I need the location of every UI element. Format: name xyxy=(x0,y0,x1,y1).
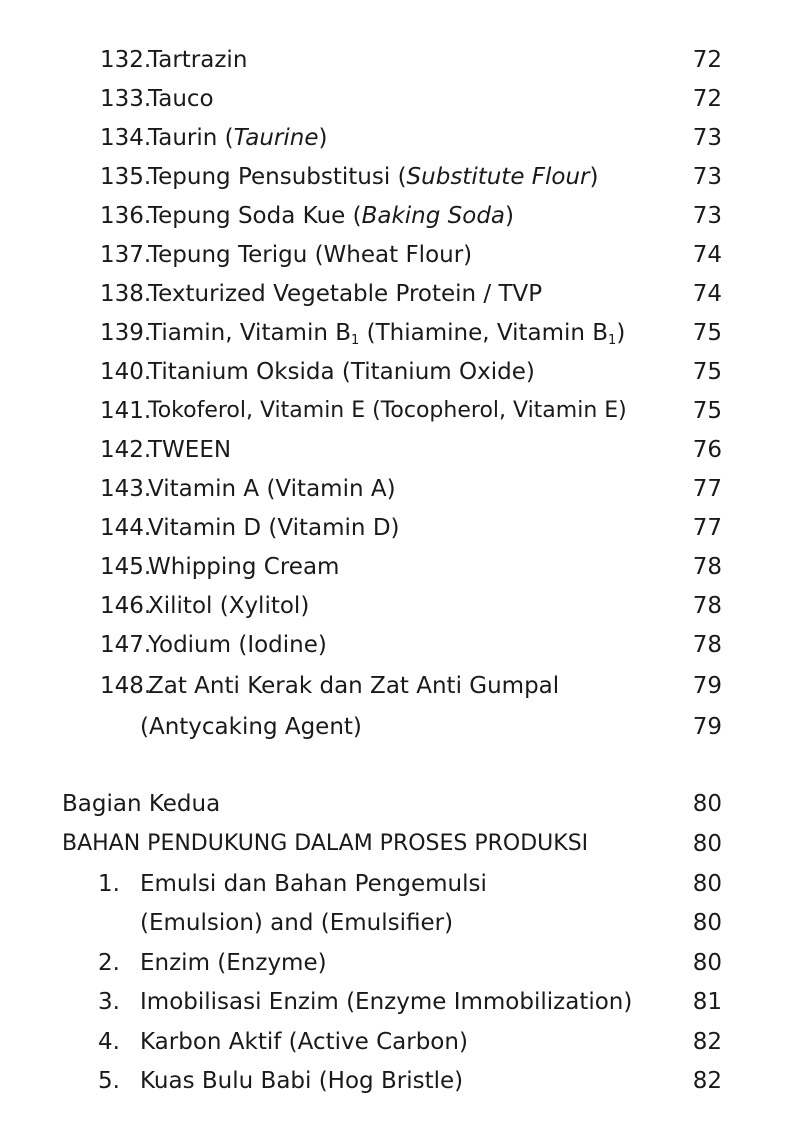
entry-page: 82 xyxy=(692,1068,722,1094)
title-text: (Thiamine, Vitamin B xyxy=(359,320,609,346)
entry-number: 143. xyxy=(100,476,152,502)
title-italic: Baking Soda xyxy=(361,203,506,229)
section-subheading xyxy=(0,826,800,862)
entry-number: 132. xyxy=(100,47,152,73)
entry-title: Emulsi dan Bahan Pengemulsi xyxy=(140,871,487,897)
toc-entry-146 xyxy=(0,588,800,624)
subscript: 1 xyxy=(608,333,617,348)
entry-number: 146. xyxy=(100,593,152,619)
entry-page: 80 xyxy=(692,791,722,817)
entry-title xyxy=(148,315,625,351)
section-title: Bagian Kedua xyxy=(62,791,221,817)
entry-page: 72 xyxy=(692,47,722,73)
toc-entry-143 xyxy=(0,471,800,507)
title-close: ) xyxy=(318,125,328,151)
entry-page: 80 xyxy=(692,910,722,936)
entry-number: 142. xyxy=(100,437,152,463)
toc-entry-144 xyxy=(0,510,800,546)
entry-page: 72 xyxy=(692,86,722,112)
entry-number: 133. xyxy=(100,86,152,112)
toc-entry-141 xyxy=(0,393,800,429)
toc-entry-139 xyxy=(0,315,800,351)
entry-title: Tauco xyxy=(148,86,214,112)
entry-page: 81 xyxy=(692,989,722,1015)
toc-entry-3 xyxy=(0,984,800,1020)
entry-number: 137. xyxy=(100,242,152,268)
entry-title: Titanium Oksida (Titanium Oxide) xyxy=(148,359,535,385)
entry-number: 147. xyxy=(100,632,152,658)
entry-page: 75 xyxy=(692,359,722,385)
entry-title: (Antycaking Agent) xyxy=(140,714,362,740)
title-close: ) xyxy=(589,164,599,190)
entry-number: 148. xyxy=(100,673,152,699)
entry-number: 4. xyxy=(98,1029,120,1055)
entry-page: 80 xyxy=(692,871,722,897)
entry-number: 134. xyxy=(100,125,152,151)
toc-entry-2 xyxy=(0,945,800,981)
toc-entry-133 xyxy=(0,81,800,117)
toc-entry-145 xyxy=(0,549,800,585)
entry-title: Enzim (Enzyme) xyxy=(140,950,327,976)
toc-entry-148-continued xyxy=(0,709,800,745)
subscript: 1 xyxy=(351,333,360,348)
title-close: ) xyxy=(505,203,515,229)
entry-page: 75 xyxy=(692,398,722,424)
entry-number: 136. xyxy=(100,203,152,229)
entry-title: Yodium (Iodine) xyxy=(148,632,327,658)
toc-entry-147 xyxy=(0,627,800,663)
toc-entry-132 xyxy=(0,42,800,78)
entry-title: Vitamin A (Vitamin A) xyxy=(148,476,396,502)
entry-page: 79 xyxy=(692,673,722,699)
entry-number: 139. xyxy=(100,320,152,346)
entry-number: 2. xyxy=(98,950,120,976)
toc-entry-134 xyxy=(0,120,800,156)
toc-entry-1-continued xyxy=(0,905,800,941)
entry-number: 3. xyxy=(98,989,120,1015)
entry-title: Tepung Terigu (Wheat Flour) xyxy=(148,242,473,268)
toc-entry-136 xyxy=(0,198,800,234)
entry-number: 135. xyxy=(100,164,152,190)
toc-entry-5 xyxy=(0,1063,800,1099)
title-text: Tepung Pensubstitusi ( xyxy=(148,164,407,190)
entry-number: 144. xyxy=(100,515,152,541)
entry-page: 73 xyxy=(692,203,722,229)
entry-page: 75 xyxy=(692,320,722,346)
entry-title xyxy=(148,120,328,156)
entry-page: 78 xyxy=(692,593,722,619)
entry-title: Zat Anti Kerak dan Zat Anti Gumpal xyxy=(148,673,560,699)
entry-title: Imobilisasi Enzim (Enzyme Immobilization) xyxy=(140,989,633,1015)
entry-page: 77 xyxy=(692,476,722,502)
toc-entry-1 xyxy=(0,866,800,902)
title-italic: Taurine xyxy=(233,125,319,151)
section-subtitle: BAHAN PENDUKUNG DALAM PROSES PRODUKSI xyxy=(62,831,589,856)
entry-page: 76 xyxy=(692,437,722,463)
entry-page: 73 xyxy=(692,164,722,190)
entry-title: Xilitol (Xylitol) xyxy=(148,593,310,619)
entry-title: Kuas Bulu Babi (Hog Bristle) xyxy=(140,1068,464,1094)
toc-entry-137 xyxy=(0,237,800,273)
entry-page: 74 xyxy=(692,242,722,268)
title-close: ) xyxy=(616,320,626,346)
entry-page: 73 xyxy=(692,125,722,151)
title-text: Tiamin, Vitamin B xyxy=(148,320,352,346)
entry-title xyxy=(148,198,514,234)
entry-page: 80 xyxy=(692,831,722,857)
entry-number: 138. xyxy=(100,281,152,307)
entry-page: 79 xyxy=(692,714,722,740)
title-italic: Substitute Flour xyxy=(406,164,590,190)
entry-page: 80 xyxy=(692,950,722,976)
entry-page: 78 xyxy=(692,554,722,580)
entry-title: (Emulsion) and (Emulsifier) xyxy=(140,910,454,936)
entry-title: Whipping Cream xyxy=(148,554,340,580)
section-heading xyxy=(0,786,800,822)
entry-title: Tartrazin xyxy=(148,47,248,73)
toc-entry-135 xyxy=(0,159,800,195)
entry-title: Tokoferol, Vitamin E (Tocopherol, Vitamin E) xyxy=(148,398,627,423)
toc-entry-138 xyxy=(0,276,800,312)
entry-number: 141. xyxy=(100,398,152,424)
title-text: Taurin ( xyxy=(148,125,234,151)
toc-entry-142 xyxy=(0,432,800,468)
entry-page: 82 xyxy=(692,1029,722,1055)
toc-entry-148 xyxy=(0,668,800,704)
entry-page: 77 xyxy=(692,515,722,541)
entry-title: TWEEN xyxy=(148,437,232,463)
entry-title: Vitamin D (Vitamin D) xyxy=(148,515,400,541)
toc-entry-4 xyxy=(0,1024,800,1060)
title-text: Tepung Soda Kue ( xyxy=(148,203,362,229)
entry-number: 1. xyxy=(98,871,120,897)
entry-page: 78 xyxy=(692,632,722,658)
entry-title xyxy=(148,159,599,195)
entry-page: 74 xyxy=(692,281,722,307)
toc-entry-140 xyxy=(0,354,800,390)
entry-number: 140. xyxy=(100,359,152,385)
entry-title: Karbon Aktif (Active Carbon) xyxy=(140,1029,468,1055)
entry-number: 145. xyxy=(100,554,152,580)
entry-number: 5. xyxy=(98,1068,120,1094)
entry-title: Texturized Vegetable Protein / TVP xyxy=(148,281,543,307)
